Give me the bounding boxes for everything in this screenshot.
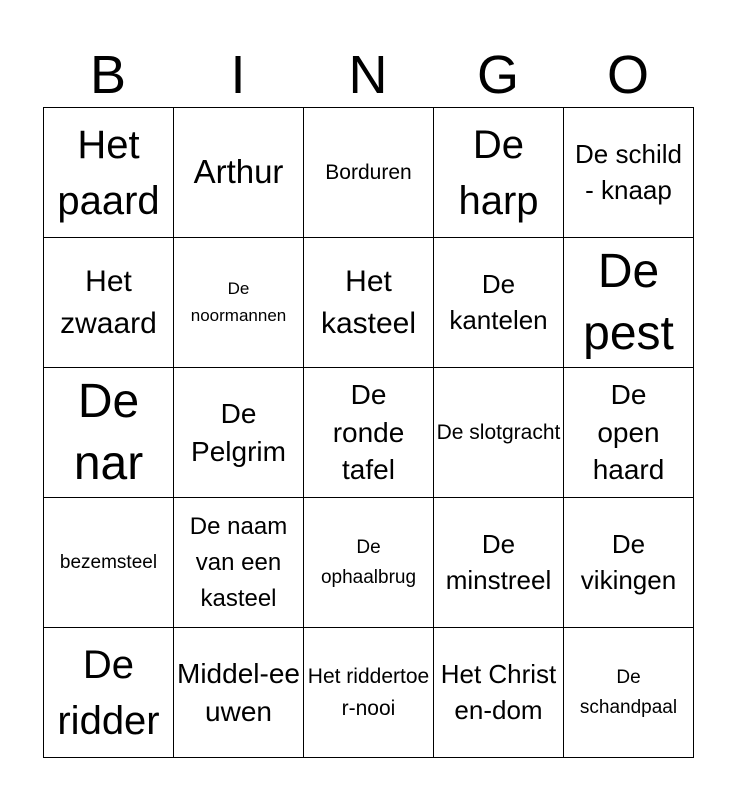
bingo-cell[interactable] — [44, 238, 174, 368]
bingo-cell[interactable] — [434, 108, 564, 238]
bingo-cell[interactable] — [174, 238, 304, 368]
bingo-cell[interactable] — [434, 238, 564, 368]
cell-text: De ronde tafel — [332, 378, 405, 486]
bingo-cell[interactable] — [564, 238, 694, 368]
cell-text: Arthur — [193, 153, 284, 191]
bingo-cell[interactable] — [434, 368, 564, 498]
cell-text: De kantelen — [449, 269, 548, 335]
cell-text: De ridder — [57, 642, 160, 743]
bingo-cell[interactable] — [304, 368, 434, 498]
cell-text: Het kasteel — [320, 265, 417, 340]
bingo-header — [43, 44, 693, 106]
bingo-cell[interactable] — [304, 108, 434, 238]
bingo-cell[interactable] — [434, 628, 564, 758]
bingo-cell[interactable] — [304, 628, 434, 758]
cell-text: bezemsteel — [59, 551, 158, 573]
cell-text: De harp — [458, 122, 539, 223]
bingo-cell[interactable] — [44, 498, 174, 628]
cell-text: De schild - knaap — [575, 139, 682, 205]
cell-text: De pest — [583, 245, 674, 360]
cell-text: De naam van een kasteel — [189, 512, 288, 612]
cell-text: De noormannen — [190, 279, 287, 325]
cell-text: Het riddertoer-nooi — [307, 665, 430, 720]
cell-text: De nar — [73, 375, 144, 490]
bingo-cell[interactable] — [304, 498, 434, 628]
cell-text: De schandpaal — [579, 667, 678, 718]
bingo-cell[interactable] — [44, 628, 174, 758]
bingo-grid — [43, 107, 694, 758]
cell-text: Het Christen-dom — [440, 659, 557, 725]
bingo-cell[interactable] — [564, 498, 694, 628]
bingo-cell[interactable] — [44, 108, 174, 238]
header-letter-i: I — [230, 45, 246, 105]
cell-text: De ophaalbrug — [320, 537, 417, 588]
cell-text: Het paard — [57, 122, 160, 223]
bingo-cell[interactable] — [564, 368, 694, 498]
cell-text: De Pelgrim — [191, 397, 286, 467]
header-letter-g: G — [476, 45, 519, 105]
header-letter-o: O — [606, 45, 649, 105]
bingo-cell[interactable] — [564, 108, 694, 238]
cell-text: Middel-eeuwen — [177, 657, 300, 727]
cell-text: De slotgracht — [436, 420, 561, 444]
bingo-cell[interactable] — [174, 628, 304, 758]
bingo-cell[interactable] — [174, 368, 304, 498]
bingo-cell[interactable] — [44, 368, 174, 498]
bingo-cell[interactable] — [304, 238, 434, 368]
cell-text: Het zwaard — [60, 265, 157, 340]
bingo-cell[interactable] — [434, 498, 564, 628]
cell-text: De vikingen — [580, 529, 677, 595]
bingo-cell[interactable] — [174, 108, 304, 238]
header-letter-n: N — [348, 45, 388, 105]
bingo-cell[interactable] — [564, 628, 694, 758]
bingo-cell[interactable] — [174, 498, 304, 628]
cell-text: Borduren — [325, 160, 412, 184]
header-letter-b: B — [89, 45, 127, 105]
cell-text: De minstreel — [445, 529, 552, 595]
cell-text: De open haard — [592, 378, 665, 486]
